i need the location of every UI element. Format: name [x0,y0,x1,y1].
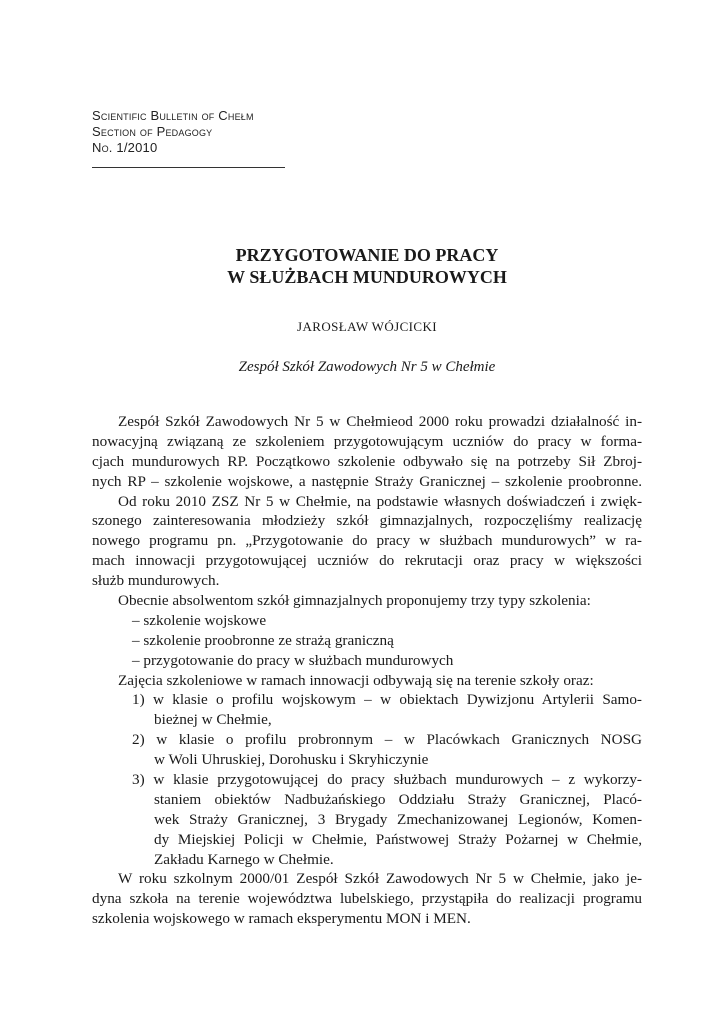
body-line: Od roku 2010 ZSZ Nr 5 w Chełmie, na podstawie własnych doświadczeń i zwięk- [118,492,642,510]
journal-header [92,108,254,156]
header-rule [92,167,285,168]
article-title [0,244,642,288]
body-line: Zespół Szkół Zawodowych Nr 5 w Chełmieod 2000 roku prowadzi działalność in- [118,413,642,430]
body-line: nowego programu pn. „Przygotowanie do pracy w służbach mundurowych” w ra- [92,532,642,550]
list-item-cont: Zakładu Karnego w Chełmie. [154,850,334,868]
list-item: 2) w klasie o profilu probronnym – w Placówkach Granicznych NOSG [132,731,642,749]
author-affiliation: Zespół Szkół Zawodowych Nr 5 w Chełmie [238,359,496,375]
list-item: – szkolenie proobronne ze strażą graniczną [132,631,394,649]
body-line: nowacyjną związaną ze szkoleniem przygotowującym uczniów do pracy w forma- [92,432,642,450]
journal-section: Section of Pedagogy [92,124,213,139]
journal-issue: No. 1/2010 [92,140,158,155]
list-item-cont: dy Miejskiej Policji w Chełmie, Państwowej Straży Pożarnej w Chełmie, [154,830,642,848]
body-line: Obecnie absolwentom szkół gimnazjalnych proponujemy trzy typy szkolenia: [118,592,591,610]
list-item: – przygotowanie do pracy w służbach mundurowych [132,651,454,669]
list-item-cont: wek Straży Granicznej, 3 Brygady Zmechanizowanej Legionów, Komen- [154,810,642,828]
body-line: nych RP – szkolenie wojskowe, a następnie Straży Granicznej – szkolenie proobronne. [92,472,642,490]
body-line: W roku szkolnym 2000/01 Zespół Szkół Zawodowych Nr 5 w Chełmie, jako je- [118,870,642,888]
body-line: cjach mundurowych RP. Początkowo szkolenie odbywało się na potrzeby Sił Zbroj- [92,452,642,470]
list-item-cont: staniem obiektów Nadbużańskiego Oddziału Straży Granicznej, Placó- [154,790,642,808]
body-line: dyna szkoła na terenie województwa lubelskiego, przystąpiła do realizacji programu [92,890,642,908]
journal-name: Scientific Bulletin of Chełm [92,108,254,123]
author-name: JAROSŁAW WÓJCICKI [297,319,437,334]
list-item: – szkolenie wojskowe [132,611,267,629]
body-line: szkolenia wojskowego w ramach eksperymentu MON i MEN. [92,910,471,928]
list-item: 1) w klasie o profilu wojskowym – w obiektach Dywizjonu Artylerii Samo- [132,691,642,709]
list-item: 3) w klasie przygotowującej do pracy służbach mundurowych – z wykorzy- [132,771,642,789]
title-line-1: PRZYGOTOWANIE DO PRACY [235,245,499,265]
title-line-2: W SŁUŻBACH MUNDUROWYCH [227,267,507,287]
list-item-cont: bieżnej w Chełmie, [154,711,272,729]
body-line: Zajęcia szkoleniowe w ramach innowacji odbywają się na terenie szkoły oraz: [118,671,594,689]
body-line: mach innowacji przygotowującej uczniów do rekrutacji oraz pracy w większości [92,552,642,570]
body-line: szonego zainteresowania młodzieży szkół gimnazjalnych, rozpoczęliśmy realizację [92,512,642,530]
body-line: służb mundurowych. [92,572,220,590]
article-body [92,412,642,929]
list-item-cont: w Woli Uhruskiej, Dorohusku i Skryhiczynie [154,751,429,769]
